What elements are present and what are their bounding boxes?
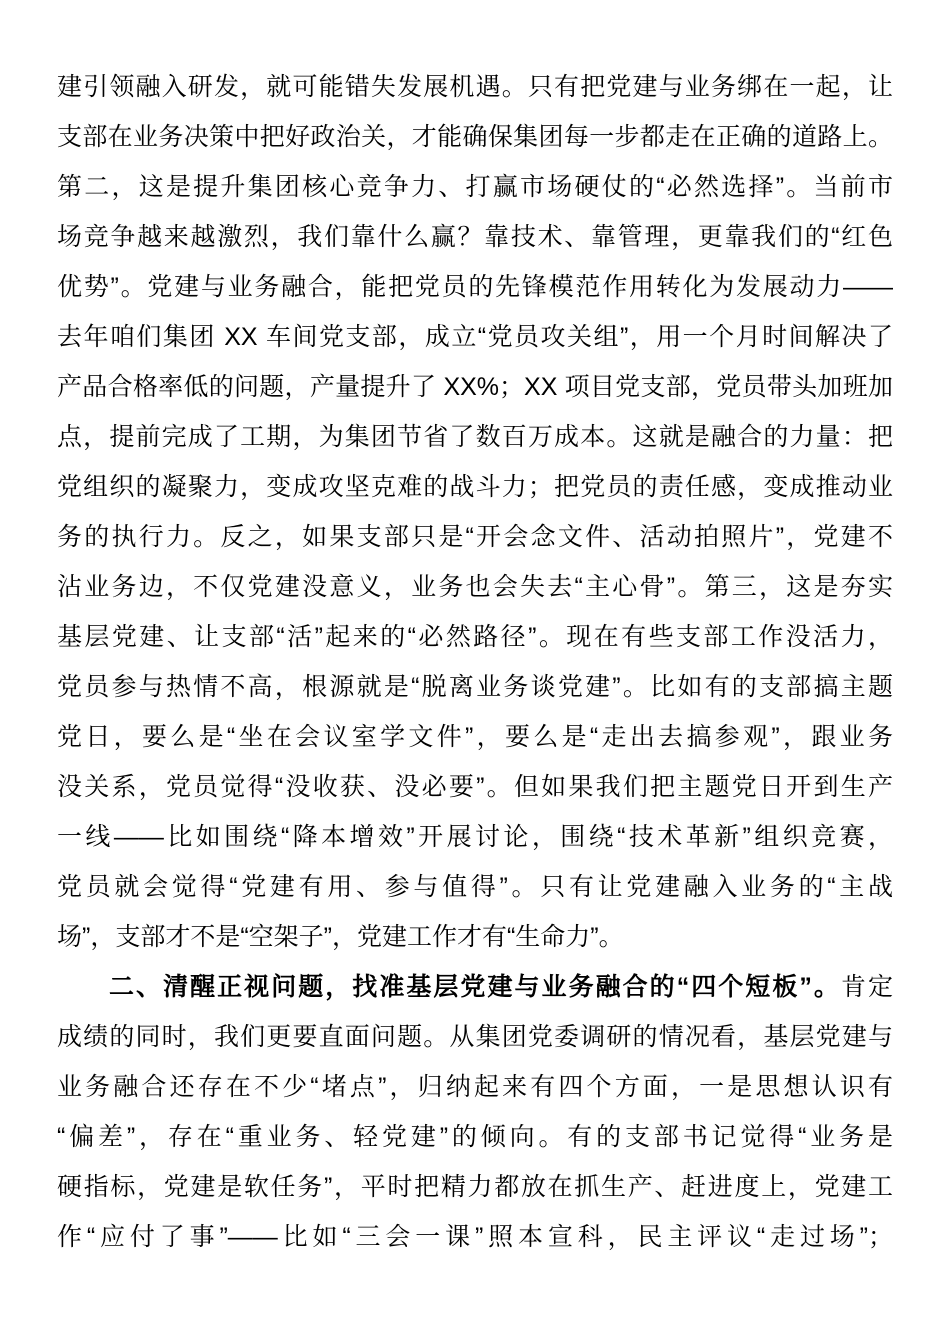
text-segment: 场”，支部才不是“空架子”，党建工作才有“生命力”。 — [57, 923, 624, 951]
text-segment: 党日，要么是“坐在会议室学文件”，要么是“走出去搞参观”，跟业务 — [57, 723, 893, 751]
text-segment: 成绩的同时，我们更要直面问题。从集团党委调研的情况看，基层党建与 — [57, 1023, 893, 1051]
text-line — [57, 1112, 893, 1162]
text-line — [57, 462, 893, 512]
text-line — [57, 62, 893, 112]
text-segment: 点，提前完成了工期，为集团节省了数百万成本。这就是融合的力量：把 — [57, 423, 893, 451]
text-segment: 场竞争越来越激烈，我们靠什么赢？靠技术、靠管理，更靠我们的“红色 — [57, 223, 893, 251]
text-segment: 去年咱们集团 XX 车间党支部，成立“党员攻关组”，用一个月时间解决了 — [57, 323, 893, 351]
text-segment: 优势”。党建与业务融合，能把党员的先锋模范作用转化为发展动力—— — [57, 273, 893, 301]
text-line — [57, 712, 893, 762]
text-line — [57, 912, 893, 962]
text-segment: 沾业务边，不仅党建没意义，业务也会失去“主心骨”。第三，这是夯实 — [57, 573, 893, 601]
paragraph — [57, 962, 893, 1262]
text-line — [57, 1062, 893, 1112]
text-segment: 一线——比如围绕“降本增效”开展讨论，围绕“技术革新”组织竞赛， — [57, 823, 893, 851]
text-segment: 基层党建、让支部“活”起来的“必然路径”。现在有些支部工作没活力， — [57, 623, 893, 651]
text-segment: 党组织的凝聚力，变成攻坚克难的战斗力；把党员的责任感，变成推动业 — [57, 473, 893, 501]
text-line — [57, 662, 893, 712]
text-line — [57, 612, 893, 662]
text-line — [57, 412, 893, 462]
text-segment: 党员就会觉得“党建有用、参与值得”。只有让党建融入业务的“主战 — [57, 873, 893, 901]
text-line — [57, 162, 893, 212]
text-line — [57, 312, 893, 362]
text-segment: 务的执行力。反之，如果支部只是“开会念文件、活动拍照片”，党建不 — [57, 523, 893, 551]
text-segment: 业务融合还存在不少“堵点”，归纳起来有四个方面，一是思想认识有 — [57, 1073, 893, 1101]
text-line — [57, 512, 893, 562]
text-line — [57, 812, 893, 862]
text-segment: 支部在业务决策中把好政治关，才能确保集团每一步都走在正确的道路上。 — [57, 123, 893, 151]
text-line — [57, 762, 893, 812]
text-line — [57, 562, 893, 612]
text-line — [57, 1212, 893, 1262]
text-line — [57, 112, 893, 162]
text-line — [57, 862, 893, 912]
paragraph — [57, 62, 893, 962]
text-segment: 第二，这是提升集团核心竞争力、打赢市场硬仗的“必然选择”。当前市 — [57, 173, 893, 201]
text-line — [57, 362, 893, 412]
text-line — [57, 1012, 893, 1062]
text-line — [57, 212, 893, 262]
text-line — [57, 1162, 893, 1212]
document-body — [57, 62, 893, 1262]
text-segment: 党员参与热情不高，根源就是“脱离业务谈党建”。比如有的支部搞主题 — [57, 673, 893, 701]
bold-heading-segment: 二、清醒正视问题，找准基层党建与业务融合的“四个短板”。 — [109, 973, 841, 1001]
text-segment: 建引领融入研发，就可能错失发展机遇。只有把党建与业务绑在一起，让 — [57, 73, 893, 101]
text-line — [57, 262, 893, 312]
text-segment: “偏差”，存在“重业务、轻党建”的倾向。有的支部书记觉得“业务是 — [57, 1123, 893, 1151]
text-segment: 肯定 — [840, 973, 893, 1001]
text-line — [57, 962, 893, 1012]
text-segment: 作“应付了事”——比如“三会一课”照本宣科，民主评议“走过场”； — [57, 1223, 893, 1251]
text-segment: 硬指标，党建是软任务”，平时把精力都放在抓生产、赶进度上，党建工 — [57, 1173, 893, 1201]
text-segment: 没关系，党员觉得“没收获、没必要”。但如果我们把主题党日开到生产 — [57, 773, 893, 801]
text-segment: 产品合格率低的问题，产量提升了 XX%；XX 项目党支部，党员带头加班加 — [57, 373, 893, 401]
